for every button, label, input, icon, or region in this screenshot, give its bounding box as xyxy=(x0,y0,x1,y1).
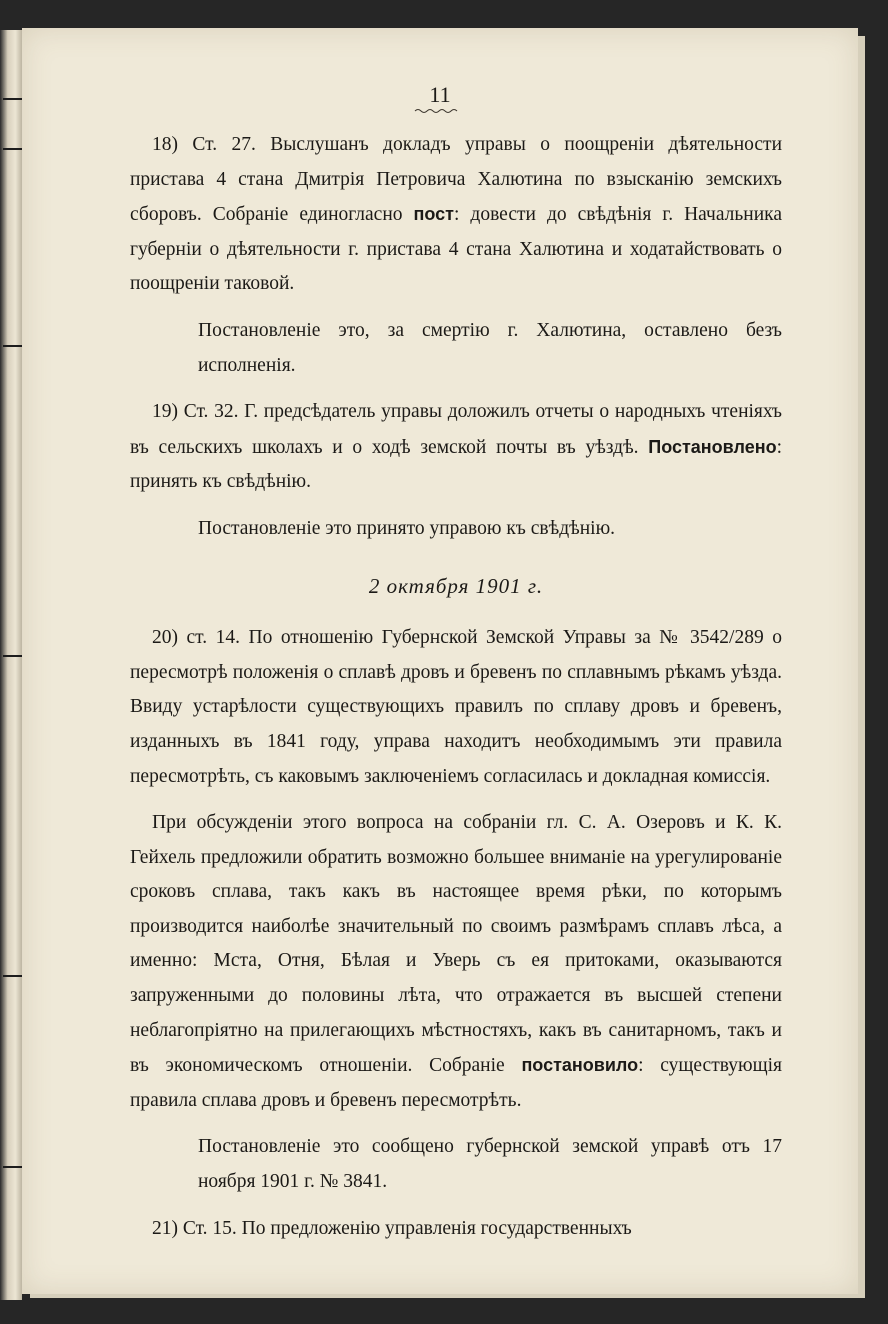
page-number: 11 xyxy=(429,82,451,107)
wave-ornament-icon xyxy=(414,108,460,114)
page xyxy=(22,28,858,1294)
resolution-18: Постановленіе это, за смертію г. Халютина, оставлено безъ исполненія. xyxy=(198,319,782,376)
discussion-20: При обсужденіи этого вопроса на собраніи гл. С. А. Озеровъ и К. К. Гейхель предложили обратить возможно большее вниманіе на урегулированіе сроковъ сплава, такъ какъ въ настоящее время рѣки, по которымъ производится наиболѣе значительный по своимъ размѣрамъ сплавъ лѣса, а именно: Мста, Отня, Бѣлая и Уверь съ ея притоками, оказываются запруженными до половины лѣта, что отражается въ высшей степени неблагопріятно на прилегающихъ мѣстностяхъ, какъ въ санитарномъ, такъ и въ экономическомъ отношеніи. Собраніе постановило: существующія правила сплава дровъ и бревенъ пересмотрѣть. xyxy=(130,812,782,1111)
paragraph-20: 20) ст. 14. По отношенію Губернской Земской Управы за № 3542/289 о пересмотрѣ положенія о сплавѣ дровъ и бревенъ по сплавнымъ рѣкамъ уѣзда. Ввиду устарѣлости существующихъ правилъ по сплаву дровъ и бревенъ, изданныхъ въ 1841 году, управа находитъ необходимымъ эти правила пересмотрѣть, съ каковымъ заключеніемъ согласилась и докладная комиссія. xyxy=(130,627,782,787)
book-spine xyxy=(0,30,22,1300)
bold-term: пост xyxy=(413,204,454,225)
paragraph-18: 18) Ст. 27. Выслушанъ докладъ управы о поощреніи дѣятельности пристава 4 стана Дмитрія Петровича Халютина по взысканію земскихъ сборовъ. Собраніе единогласно пост: довести до свѣдѣнія г. Начальника губерніи о дѣятельности г. пристава 4 стана Халютина и ходатайствовать о поощреніи таковой. xyxy=(130,134,783,295)
document-body xyxy=(130,128,782,1246)
date-heading: 2 октября 1901 г. xyxy=(368,573,544,598)
paragraph-21: 21) Ст. 15. По предложенію управленія государственныхъ xyxy=(152,1217,632,1239)
bold-term: Постановлено xyxy=(648,436,777,457)
paragraph-19: 19) Ст. 32. Г. предсѣдатель управы доложилъ отчеты о народныхъ чтеніяхъ въ сельскихъ школахъ и о ходѣ земской почты въ уѣздѣ. Постановлено: принять къ свѣдѣнію. xyxy=(130,401,782,493)
resolution-20: Постановленіе это сообщено губернской земской управѣ отъ 17 ноября 1901 г. № 3841. xyxy=(198,1136,782,1193)
bold-term: постановило xyxy=(521,1055,639,1076)
resolution-19: Постановленіе это принято управою къ свѣдѣнію. xyxy=(198,517,616,539)
